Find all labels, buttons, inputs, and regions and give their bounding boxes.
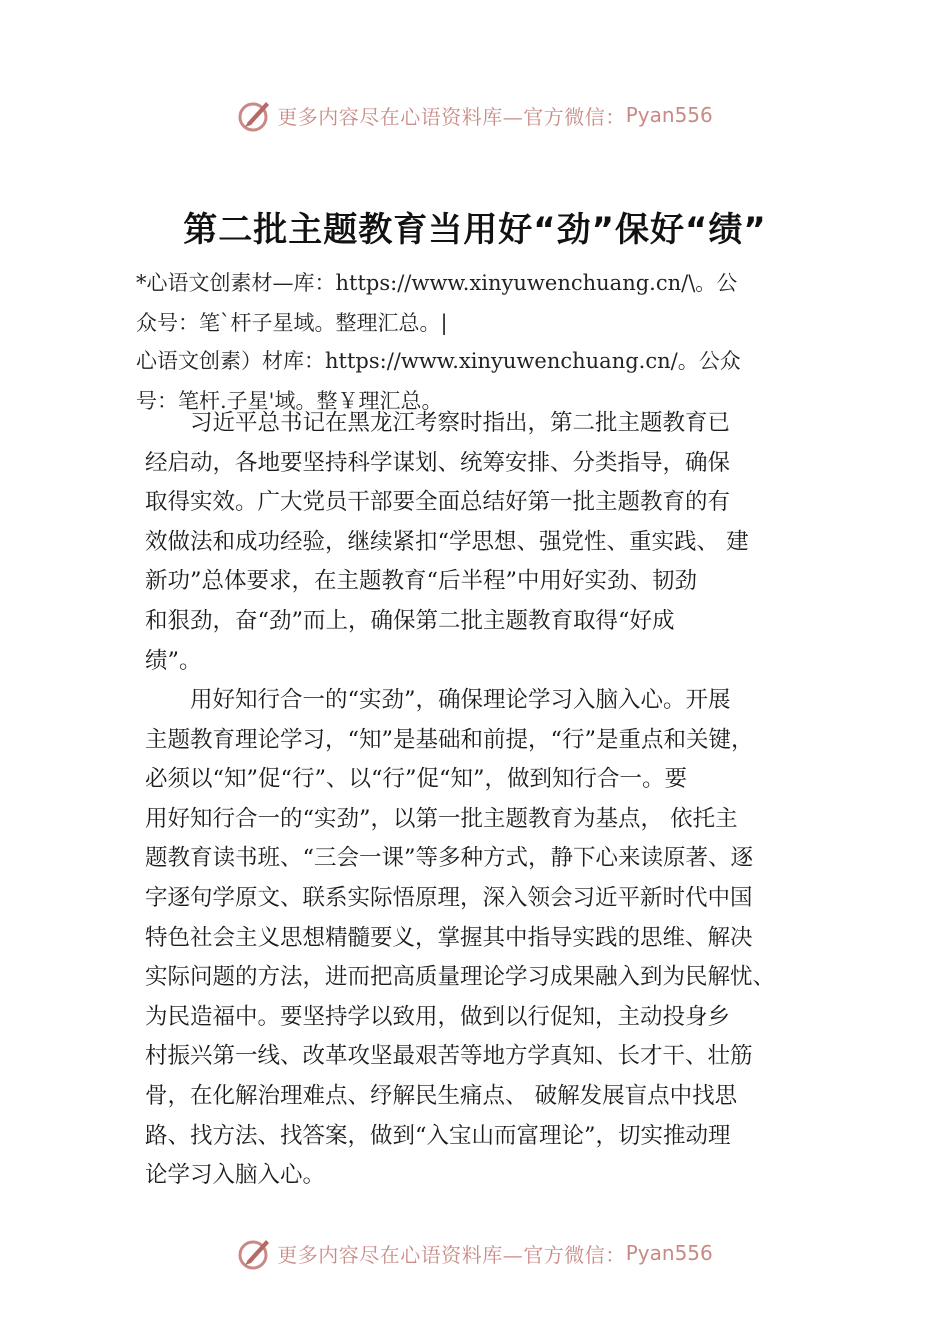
paragraph-line: 主题教育理论学习，“知”是基础和前提，“行”是重点和关键，	[145, 726, 754, 753]
source-note-line: 众号：笔`杆子星域。整理汇总。|	[136, 310, 448, 335]
source-note-line: 心语文创素）材库：https://www.xinyuwenchuang.cn/。公众	[136, 349, 741, 373]
source-note	[136, 268, 836, 347]
paragraph-line: 经启动，各地要坚持科学谋划、统筹安排、分类指导，确保	[145, 449, 731, 476]
document-title: 第二批主题教育当用好“劲”保好“绩”	[183, 210, 767, 250]
source-note-line: 号：笔杆.子星'域。整￥理汇总。	[136, 388, 443, 413]
paragraph-line: 新功”总体要求，在主题教育“后半程”中用好实劲、韧劲	[145, 568, 698, 595]
paragraph-line: 路、找方法、找答案，做到“入宝山而富理论”，切实推动理	[145, 1122, 731, 1149]
paragraph-line: 骨，在化解治理难点、纾解民生痛点、 破解发展盲点中找思	[145, 1082, 738, 1109]
paragraph-line: 用好知行合一的“实劲”，以第一批主题教育为基点， 依托主	[145, 805, 738, 832]
wechat-id: Pyan556	[625, 103, 713, 127]
quill-pen-logo-icon	[237, 97, 273, 133]
paragraph-line: 村振兴第一线、改革攻坚最艰苦等地方学真知、长才干、壮筋	[145, 1043, 753, 1070]
source-note-line: *心语文创素材—库：https://www.xinyuwenchuang.cn/\。公	[136, 271, 738, 295]
paragraph-line: 为民造福中。要坚持学以致用，做到以行促知，主动投身乡	[145, 1003, 731, 1030]
paragraph-line: 题教育读书班、“三会一课”等多种方式，静下心来读原著、逐	[145, 845, 754, 872]
banner-text: 更多内容尽在心语资料库—官方微信：	[277, 104, 626, 129]
paragraph-line: 和狠劲，奋“劲”而上，确保第二批主题教育取得“好成	[145, 607, 675, 634]
paragraph-line: 字逐句学原文、联系实际悟原理，深入领会习近平新时代中国	[145, 884, 753, 911]
paragraph-line: 特色社会主义思想精髓要义，掌握其中指导实践的思维、解决	[145, 924, 753, 951]
footer-banner	[0, 1231, 950, 1275]
wechat-id: Pyan556	[625, 1241, 713, 1265]
paragraph-line: 习近平总书记在黑龙江考察时指出，第二批主题教育已	[145, 410, 731, 436]
quill-pen-logo-icon	[237, 1235, 273, 1271]
paragraph-line: 必须以“知”促“行”、以“行”促“知”，做到知行合一。要	[145, 766, 688, 793]
paragraph-line: 论学习入脑入心。	[145, 1162, 326, 1189]
header-banner	[0, 93, 950, 137]
paragraph-line: 实际问题的方法，进而把高质量理论学习成果融入到为民解忧、	[145, 964, 776, 991]
body-paragraph	[145, 681, 845, 1196]
paragraph-line: 取得实效。广大党员干部要全面总结好第一批主题教育的有	[145, 489, 731, 516]
body-paragraph	[145, 404, 845, 681]
paragraph-line: 绩”。	[145, 647, 202, 674]
banner-text: 更多内容尽在心语资料库—官方微信：	[277, 1242, 626, 1267]
paragraph-line: 用好知行合一的“实劲”，确保理论学习入脑入心。开展	[145, 687, 731, 713]
paragraph-line: 效做法和成功经验，继续紧扣“学思想、强党性、重实践、 建	[145, 528, 749, 555]
